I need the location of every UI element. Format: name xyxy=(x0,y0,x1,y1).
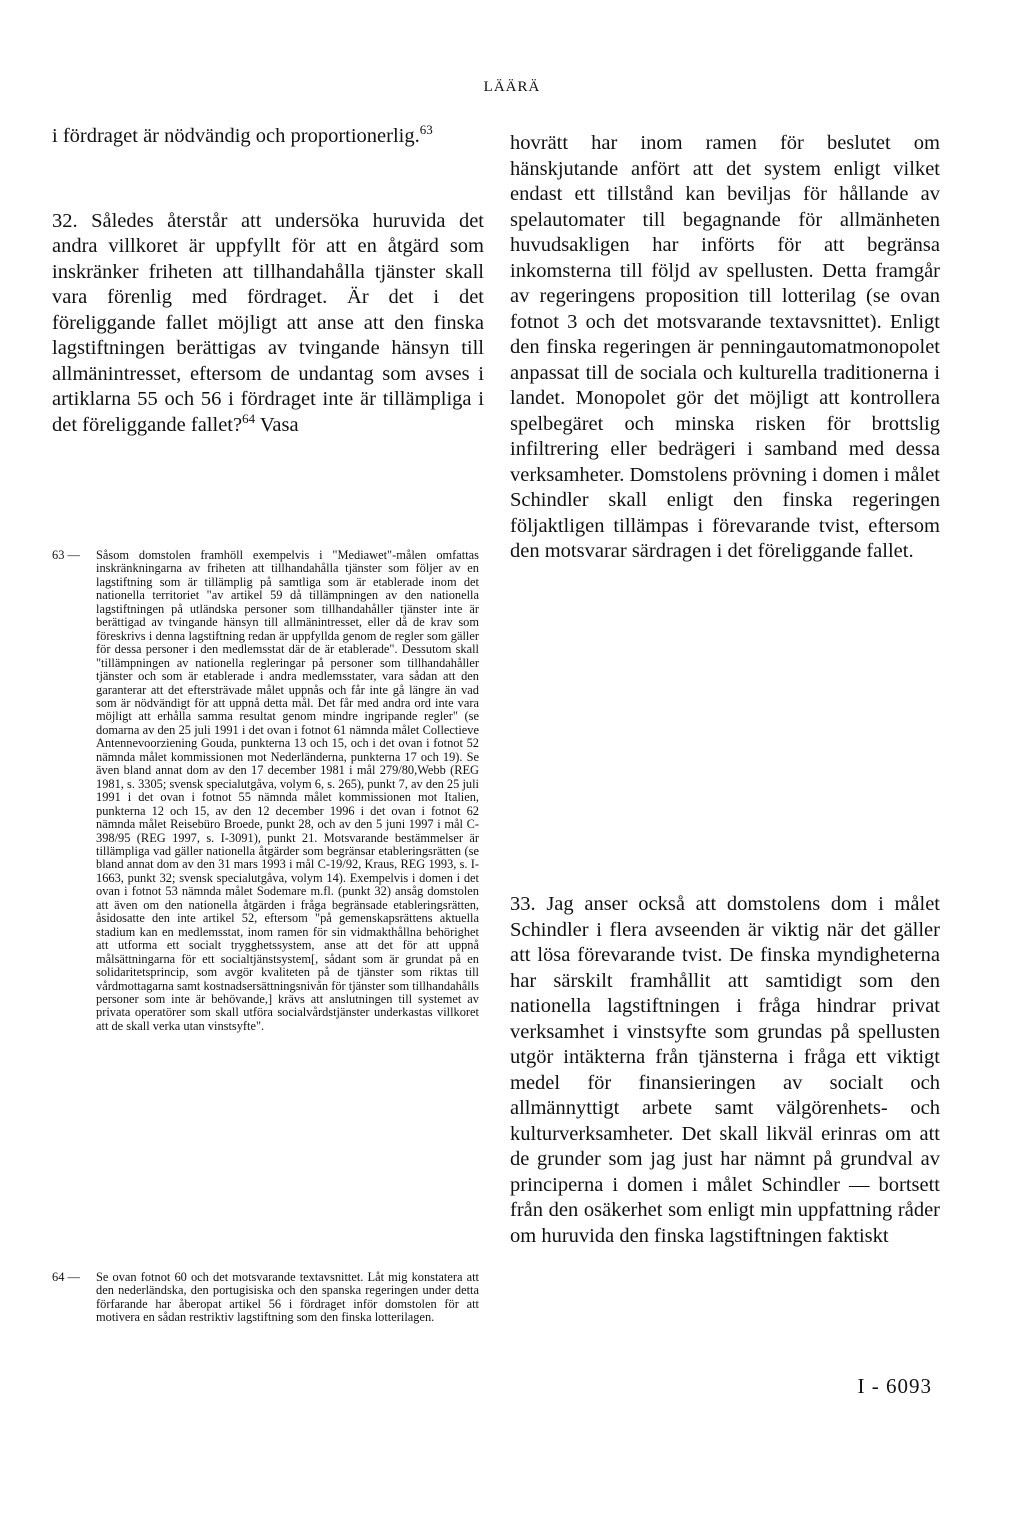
paragraph-32-text: 32. Således återstår att undersöka huruvida det andra villkoret är uppfyllt för att en åtgärd som inskränker friheten att tillhandahålla tjänster skall vara förenlig med fördraget. Är det i det föreliggande fallet möjligt att anse att den finska lagstiftningen berättigas av tvingande hänsyn till allmänintresset, eftersom de undantag som avses i artiklarna 55 och 56 i fördraget inte är tillämpliga i det föreliggande fallet? xyxy=(52,209,484,436)
left-column xyxy=(52,124,484,438)
paragraph-32-tail: Vasa xyxy=(259,413,299,436)
paragraph-33: 33. Jag anser också att domstolens dom i målet Schindler i flera avseenden är viktig när det gäller att lösa förevarande tvist. De finska myndigheterna har särskilt framhållit att samtidigt som den nationella lagstiftningen i fråga hindrar privat verksamhet i vinstsyfte som grundas på spellusten utgör intäkterna från tjänsterna i fråga ett viktigt medel för finansieringen av socialt och allmännyttigt arbete samt välgörenhets- och kulturverksamheter. Det skall likväl erinras om att de grunder som jag just har nämnt på grundval av principerna i domen i målet Schindler — bortsett från den osäkerhet som enligt min uppfattning råder om huruvida den finska lagstiftningen faktiskt xyxy=(510,893,940,1247)
paragraph-continuation-right: hovrätt har inom ramen för beslutet om hänskjutande anfört att det system enligt vilket endast ett tillstånd kan beviljas för hållande av spelautomater till begagnande för allmänheten huvudsakligen har införts för att begränsa inkomsterna till följd av spellusten. Detta framgår av regeringens proposition till lotterilag (se ovan fotnot 3 och det motsvarande textavsnittet). Enligt den finska regeringen är penningautomatmonopolet anpassat till de sociala och kulturella traditionerna i landet. Monopolet gör det möjligt att kontrollera spelbegäret och minska risken för brottslig infiltrering eller bedrägeri i samband med dessa verksamheter. Domstolens prövning i domen i målet Schindler skall enligt den finska regeringen följaktligen tillämpas i förevarande tvist, eftersom den motsvarar särdragen i det föreliggande fallet. xyxy=(510,132,940,562)
paragraph-32 xyxy=(52,209,484,439)
footnote-63-marker: 63 — xyxy=(52,548,80,562)
footnote-64-marker: 64 — xyxy=(52,1270,80,1284)
right-column-bottom xyxy=(510,892,940,1249)
right-column-top xyxy=(510,131,940,565)
footnote-ref-64: 64 xyxy=(242,410,256,426)
running-header: LÄÄRÄ xyxy=(483,79,541,95)
paragraph-text: i fördraget är nödvändig och proportionerlig. xyxy=(52,125,420,147)
page-number: I - 6093 xyxy=(857,1374,932,1398)
footnote-ref-63: 63 xyxy=(419,122,433,138)
footnote-63: Såsom domstolen framhöll exempelvis i "Mediawet"-målen omfattas inskränkningarna av friheten att tillhandahålla tjänster som följer av en lagstiftning som är tillämplig på samtliga som är etablerade inom det nationella territoriet "av artikel 59 då tillämpningen av den nationella lagstiftningen på utländska personer som tillhandahåller tjänster inte är berättigad av tvingande hänsyn till allmänintresset, eller då de krav som föreskrivs i denna lagstiftning redan är uppfyllda genom de regler som gäller för dessa personer i den medlemsstat där de är etablerade". Dessutom skall "tillämpningen av nationella regleringar på personer som tillhandahåller tjänster och som är etablerade i andra medlemsstater, vara sådan att den garanterar att det eftersträvade målet uppnås och får inte gå längre än vad som är nödvändigt för att uppnå detta mål. Det får med andra ord inte vara möjligt att erhålla samma resultat genom mindre ingripande regler" (se domarna av den 25 juli 1991 i det ovan i fotnot 61 nämnda målet Collectieve Antennevoorziening Gouda, punkterna 13 och 15, och i det ovan i fotnot 52 nämnda målet kommissionen mot Nederländerna, punkterna 17 och 19). Se även bland annat dom av den 17 december 1981 i mål 279/80,Webb (REG 1981, s. 3305; svensk specialutgåva, volym 6, s. 265), punkt 7, av den 25 juli 1991 i det ovan i fotnot 55 nämnda målet kommissionen mot Italien, punkterna 12 och 15, av den 12 december 1996 i det ovan i fotnot 62 nämnda målet Reisebüro Broede, punkt 28, och av den 5 juni 1997 i mål C-398/95 (REG 1997, s. I-3091), punkt 21. Motsvarande bestämmelser är tillämpliga vad gäller nationella åtgärder som begränsar etableringsrätten (se bland annat dom av den 31 mars 1993 i mål C-19/92, Kraus, REG 1993, s. I-1663, punkt 32; svensk specialutgåva, volym 14). Exempelvis i domen i det ovan i fotnot 53 nämnda målet Sodemare m.fl. (punkt 32) ansåg domstolen att även om den nationella åtgärden i fråga begränsade etableringsrätten, åsidosatte den inte artikel 52, eftersom "på gemenskapsrättens aktuella stadium kan en medlemsstat, inom ramen för sin vidmakthållna behörighet att utforma ett socialt trygghetssystem, anse att det för att uppnå målsättningarna för ett socialtjänstsystem[, sådant som är grundat på en solidaritetsprincip, som avgör kvaliteten på de tjänster som riktas till vårdmottagarna samt kostnadsersättningsnivån för tjänster som tillhandahålls personer som inte är behövande,] krävs att anslutningen till systemet av privata operatörer som skall utföra socialvårdstjänster underkastas villkoret att de skall verka utan vinstsyfte". xyxy=(96,548,479,1033)
paragraph-continuation xyxy=(52,124,484,150)
footnote-64: Se ovan fotnot 60 och det motsvarande textavsnittet. Låt mig konstatera att den nederländska, den portugisiska och den spanska regeringen under detta förfarande har åberopat artikel 56 i fördraget inför domstolen för att motivera en sådan restriktiv lagstiftning som den finska lotterilagen. xyxy=(96,1270,479,1325)
